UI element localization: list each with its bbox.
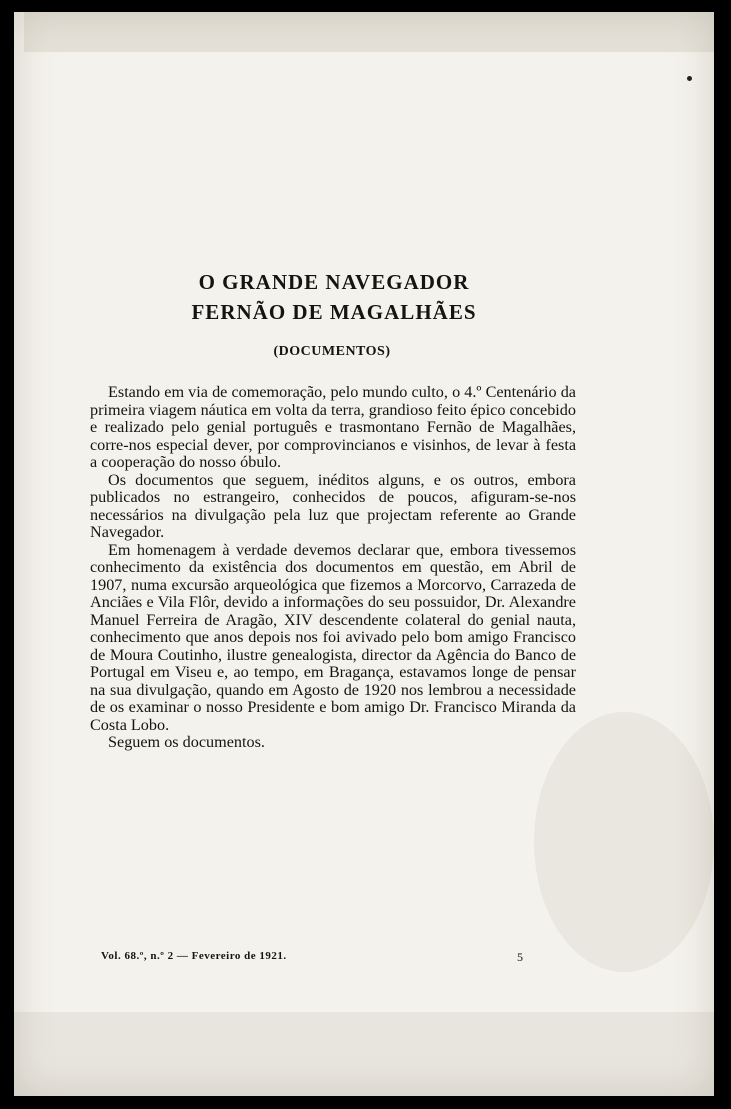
page-stain bbox=[14, 1012, 714, 1096]
document-page bbox=[14, 12, 714, 1096]
paragraph: Seguem os documentos. bbox=[108, 733, 265, 751]
subtitle: (DOCUMENTOS) bbox=[273, 344, 391, 359]
footer-citation: Vol. 68.º, n.º 2 — Fevereiro de 1921. bbox=[101, 950, 287, 962]
paragraph: Estando em via de comemoração, pelo mundo culto, o 4.º Centenário da primeira viagem náutica em volta da terra, grandioso feito épico concebido e realizado pelo genial português e trasmontano Fernão de Magalhães, corre-nos especial dever, por comprovincianos e visinhos, de levar à festa a cooperação do nosso óbulo. bbox=[90, 383, 576, 471]
body-text bbox=[90, 384, 576, 752]
page-stain bbox=[24, 12, 714, 52]
paragraph: Em homenagem à verdade devemos declarar que, embora tivessemos conhecimento da existência dos documentos em questão, em Abril de 1907, numa excursão arqueológica que fizemos a Morcorvo, Carrazeda de Anciães e Vila Flôr, devido a informações do seu possuidor, Dr. Alexandre Manuel Ferreira de Aragão, XIV descendente colateral do genial nauta, conhecimento que anos depois nos foi avivado pelo bom amigo Francisco de Moura Coutinho, ilustre genealogista, director da Agência do Banco de Portugal em Viseu e, ao tempo, em Bragança, estavamos longe de pensar na sua divulgação, quando em Agosto de 1920 nos lembrou a necessidade de os examinar o nosso Presidente e bom amigo Dr. Francisco Miranda da Costa Lobo. bbox=[90, 540, 576, 734]
paragraph: Os documentos que seguem, inéditos alguns, e os outros, embora publicados no estrangeiro, conhecidos de poucos, afiguram-se-nos necessários na divulgação pela luz que projectam referente ao Grande Navegador. bbox=[90, 470, 576, 541]
title-line-1: O GRANDE NAVEGADOR bbox=[198, 270, 470, 294]
title-line-2: FERNÃO DE MAGALHÃES bbox=[191, 300, 477, 324]
page-number: 5 bbox=[517, 950, 523, 964]
ink-dot bbox=[687, 76, 692, 81]
